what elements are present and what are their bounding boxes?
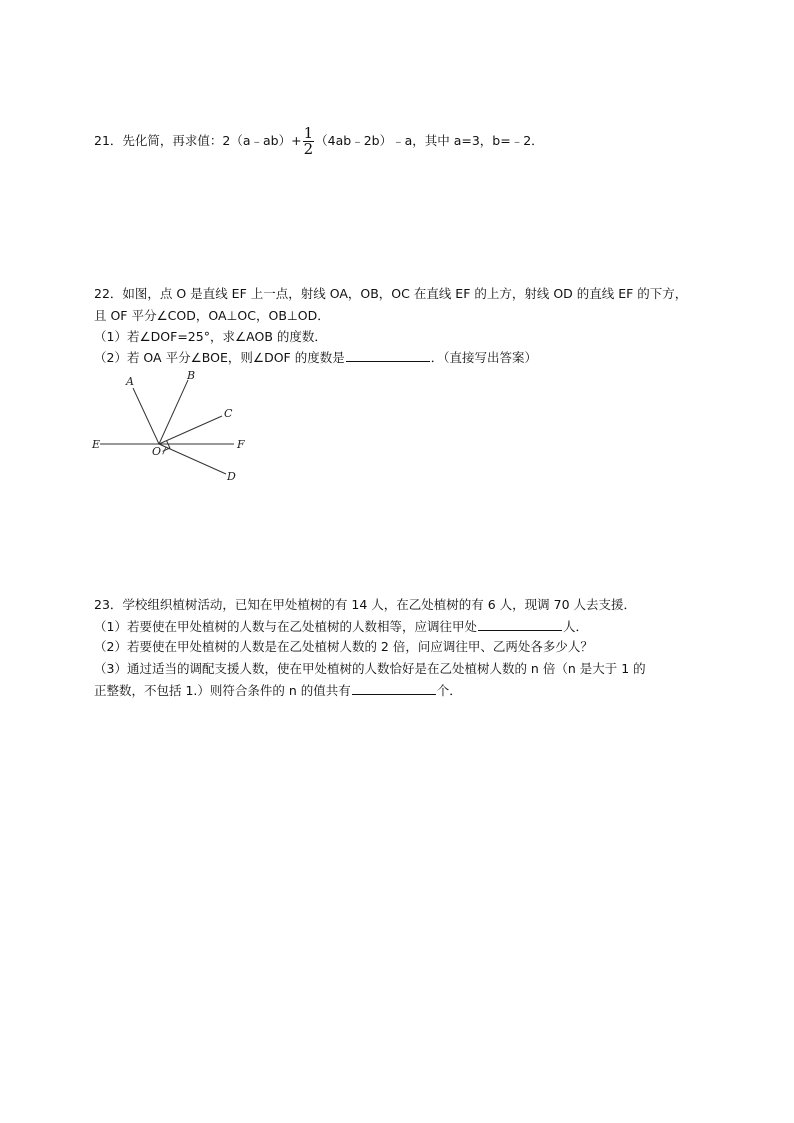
label-c: C (224, 407, 233, 420)
q21-text-before: 21．先化简，再求值：2（a﹣ab）+ (94, 133, 302, 148)
ray-oa (133, 388, 159, 444)
q21-text-after: （4ab﹣2b）﹣a，其中 a=3，b=﹣2． (315, 133, 544, 148)
label-b: B (187, 369, 196, 382)
question-21 (94, 126, 544, 157)
q21-fraction (303, 126, 315, 157)
q21-frac-denominator: 2 (303, 140, 314, 158)
q23-sub3-answer-blank[interactable] (352, 681, 436, 695)
question-23-sub3-line1: （3）通过适当的调配支援人数，使在甲处植树的人数恰好是在乙处植树人数的 n 倍（n 是大于 1 的 (94, 661, 646, 676)
question-22-line1: 22．如图，点 O 是直线 EF 上一点，射线 OA，OB，OC 在直线 EF 的上方，射线 OD 的直线 EF 的下方， (94, 286, 688, 301)
q23-sub1-answer-blank[interactable] (478, 617, 562, 631)
label-a: A (126, 375, 134, 388)
label-o: O (152, 445, 162, 458)
question-23-sub3-line2 (94, 681, 462, 700)
question-23-sub2: （2）若要使在甲处植树的人数是在乙处植树人数的 2 倍，问应调往甲、乙两处各多少人？ (94, 639, 593, 654)
q22-answer-blank[interactable] (346, 348, 430, 362)
q22-angle-figure (86, 366, 256, 490)
question-22-line2: 且 OF 平分∠COD，OA⊥OC，OB⊥OD． (94, 308, 330, 323)
q21-frac-numerator: 1 (303, 124, 314, 142)
question-23-line1: 23．学校组织植树活动，已知在甲处植树的有 14 人，在乙处植树的有 6 人，现调 70 人去支援． (94, 597, 637, 612)
question-22-sub1: （1）若∠DOF=25°，求∠AOB 的度数． (94, 329, 327, 344)
label-d: D (227, 470, 236, 483)
q23-sub1-after: 人． (562, 619, 588, 634)
q23-sub3-before: 正整数，不包括 1.）则符合条件的 n 的值共有 (94, 683, 351, 698)
q23-sub1-before: （1）若要使在甲处植树的人数与在乙处植树的人数相等，应调往甲处 (94, 619, 477, 634)
label-f: F (237, 438, 245, 451)
label-e: E (92, 438, 101, 451)
q22-sub2-after: ．（直接写出答案） (430, 350, 537, 365)
ray-oc (159, 416, 222, 444)
q23-sub3-after: 个． (436, 683, 462, 698)
question-23-sub1 (94, 617, 588, 636)
question-22-sub2 (94, 348, 537, 367)
ray-ob (159, 380, 188, 444)
q22-sub2-before: （2）若 OA 平分∠BOE，则∠DOF 的度数是 (94, 350, 345, 365)
